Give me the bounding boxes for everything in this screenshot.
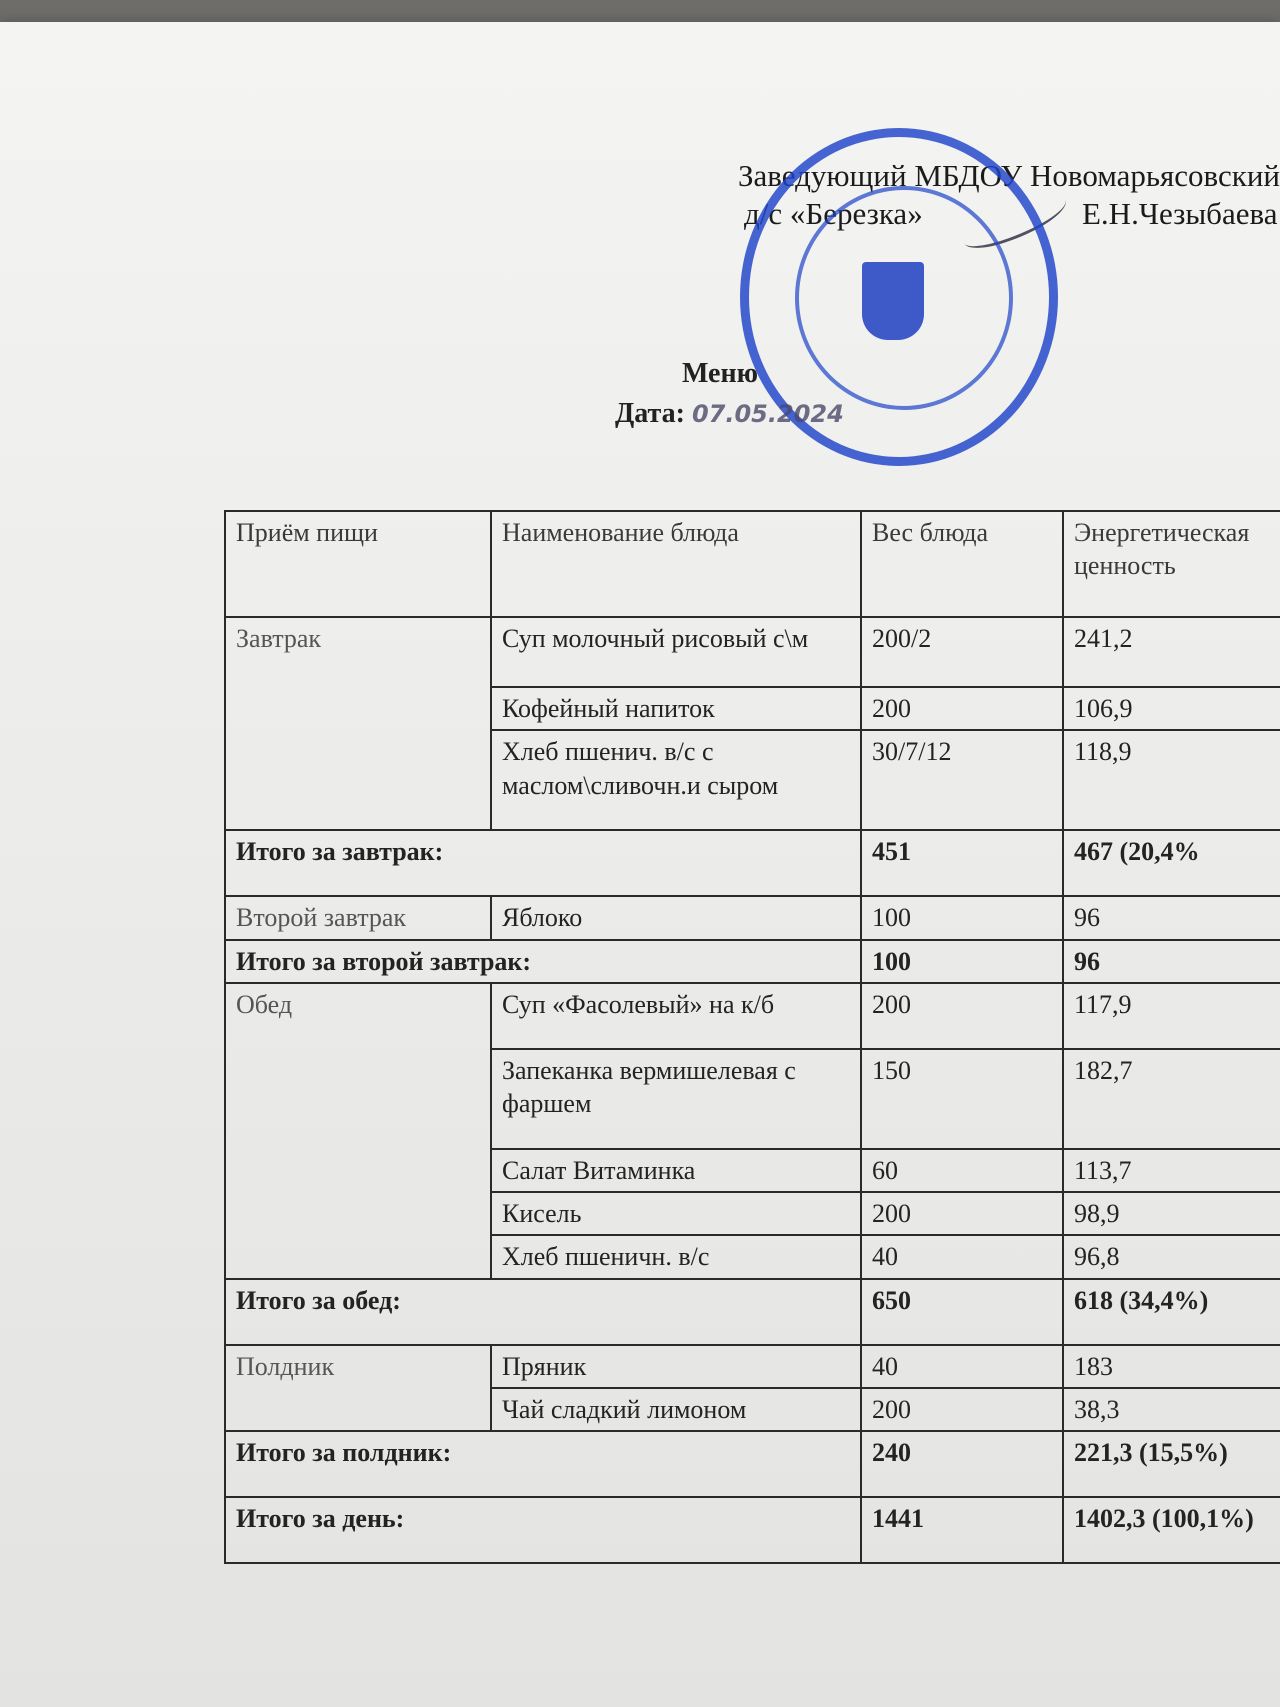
energy-cell: 96 [1063,896,1280,939]
approval-line-2-left: д/с «Березка» [744,196,923,231]
weight-cell: 200 [861,687,1063,730]
weight-cell: 40 [861,1345,1063,1388]
approval-line-1: Заведующий МБДОУ Новомарьясовский [738,158,1280,193]
dish-cell: Салат Витаминка [491,1149,861,1192]
table-row [225,617,1280,687]
total-energy: 618 (34,4%) [1063,1279,1280,1345]
header-meal: Приём пищи [225,511,491,617]
total-energy: 96 [1063,940,1280,983]
menu-table [224,510,1280,1564]
dish-cell: Кисель [491,1192,861,1235]
total-energy: 467 (20,4% [1063,830,1280,896]
header-weight: Вес блюда [861,511,1063,617]
energy-cell: 38,3 [1063,1388,1280,1431]
energy-cell: 96,8 [1063,1235,1280,1278]
approval-line-2-right: Е.Н.Чезыбаева [1082,196,1278,231]
meal-cell: Обед [225,983,491,1279]
weight-cell: 200 [861,1192,1063,1235]
energy-cell: 241,2 [1063,617,1280,687]
total-row [225,1431,1280,1497]
date-value: 07.05.2024 [691,400,844,428]
total-energy: 1402,3 (100,1%) [1063,1497,1280,1563]
energy-cell: 117,9 [1063,983,1280,1049]
dish-cell: Запеканка вермишелевая с фаршем [491,1049,861,1149]
energy-cell: 113,7 [1063,1149,1280,1192]
total-row [225,940,1280,983]
total-row [225,1497,1280,1563]
meal-cell: Второй завтрак [225,896,491,939]
total-weight: 1441 [861,1497,1063,1563]
dish-cell: Чай сладкий лимоном [491,1388,861,1431]
date-line [615,398,844,430]
energy-cell: 98,9 [1063,1192,1280,1235]
energy-cell: 182,7 [1063,1049,1280,1149]
total-label: Итого за второй завтрак: [225,940,861,983]
total-weight: 240 [861,1431,1063,1497]
dish-cell: Яблоко [491,896,861,939]
total-label: Итого за завтрак: [225,830,861,896]
energy-cell: 183 [1063,1345,1280,1388]
total-label: Итого за день: [225,1497,861,1563]
date-label: Дата: [615,398,685,429]
energy-cell: 118,9 [1063,730,1280,830]
total-energy: 221,3 (15,5%) [1063,1431,1280,1497]
weight-cell: 200 [861,1388,1063,1431]
dish-cell: Суп «Фасолевый» на к/б [491,983,861,1049]
meal-cell: Полдник [225,1345,491,1432]
weight-cell: 40 [861,1235,1063,1278]
energy-cell: 106,9 [1063,687,1280,730]
table-row [225,896,1280,939]
total-weight: 650 [861,1279,1063,1345]
meal-cell: Завтрак [225,617,491,830]
dish-cell: Суп молочный рисовый с\м [491,617,861,687]
table-row [225,1345,1280,1388]
total-row [225,830,1280,896]
table-row [225,983,1280,1049]
stamp-emblem-icon [862,262,924,340]
dish-cell: Хлеб пшенич. в/с с маслом\сливочн.и сыром [491,730,861,830]
header-energy: Энергетическая ценность [1063,511,1280,617]
weight-cell: 100 [861,896,1063,939]
menu-title: Меню [682,358,759,389]
weight-cell: 200/2 [861,617,1063,687]
total-label: Итого за полдник: [225,1431,861,1497]
total-weight: 100 [861,940,1063,983]
table-header-row [225,511,1280,617]
dish-cell: Хлеб пшеничн. в/с [491,1235,861,1278]
total-weight: 451 [861,830,1063,896]
weight-cell: 30/7/12 [861,730,1063,830]
dish-cell: Пряник [491,1345,861,1388]
header-dish: Наименование блюда [491,511,861,617]
weight-cell: 200 [861,983,1063,1049]
weight-cell: 60 [861,1149,1063,1192]
total-row [225,1279,1280,1345]
dish-cell: Кофейный напиток [491,687,861,730]
total-label: Итого за обед: [225,1279,861,1345]
weight-cell: 150 [861,1049,1063,1149]
